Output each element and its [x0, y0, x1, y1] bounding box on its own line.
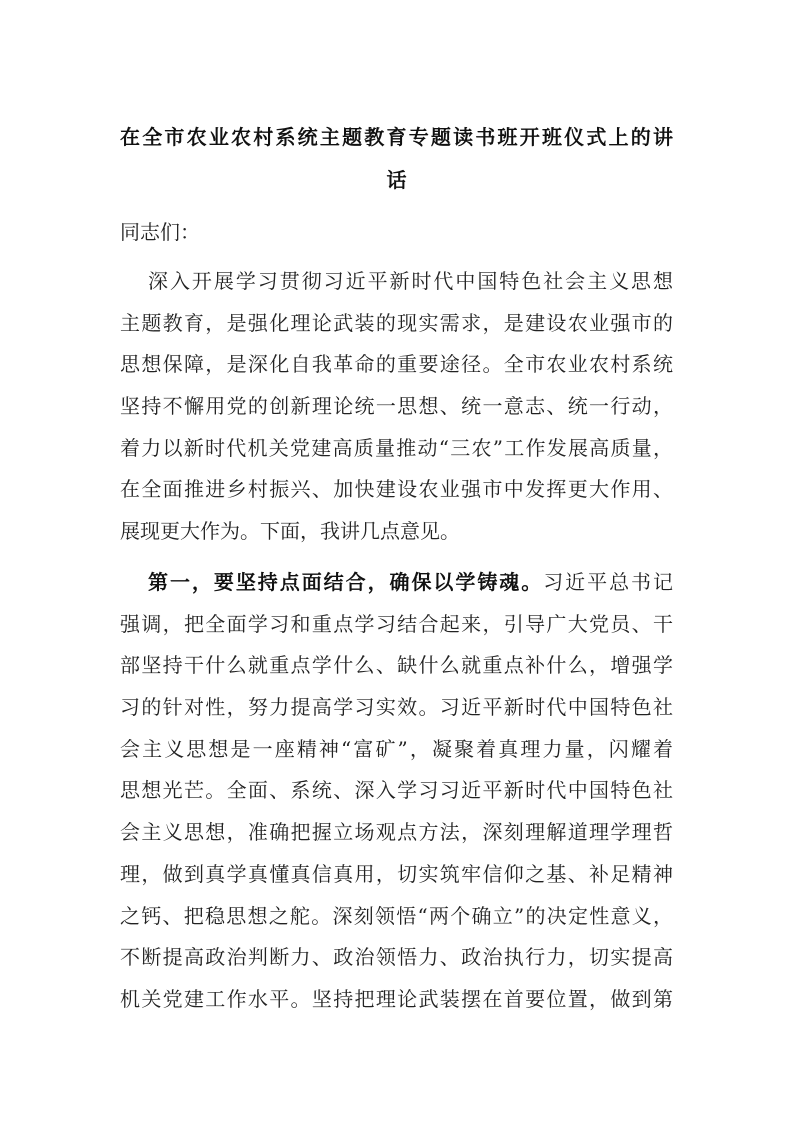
paragraph-line: 主题教育，是强化理论武装的现实需求，是建设农业强市的: [120, 310, 673, 335]
paragraph-line: 着力以新时代机关党建高质量推动“三农”工作发展高质量，: [120, 435, 673, 460]
paragraph-line: 展现更大作为。下面，我讲几点意见。: [120, 519, 460, 544]
paragraph-line: 深入开展学习贯彻习近平新时代中国特色社会主义思想: [148, 269, 673, 293]
paragraph-line: 思想保障，是深化自我革命的重要途径。全市农业农村系统: [120, 352, 673, 377]
document-title-line-2: 话: [386, 168, 407, 192]
document-title-line-1: 在全市农业农村系统主题教育专题读书班开班仪式上的讲: [120, 125, 673, 149]
paragraph-line: 会主义思想，准确把握立场观点方法，深刻理解道理学理哲: [120, 820, 673, 845]
paragraph-line: 机关党建工作水平。坚持把理论武装摆在首要位置，做到第: [120, 986, 673, 1011]
paragraph-line: 不断提高政治判断力、政治领悟力、政治执行力，切实提高: [120, 945, 673, 970]
paragraph-line-rest: 习近平总书记: [543, 570, 674, 594]
paragraph-first-line: [120, 562, 673, 604]
paragraph-first-point: [120, 562, 673, 1021]
paragraph-line: 强调，把全面学习和重点学习结合起来，引导广大党员、干: [120, 611, 673, 636]
paragraph-line: 习的针对性，努力提高学习实效。习近平新时代中国特色社: [120, 695, 673, 720]
paragraph-intro: [120, 261, 673, 553]
paragraph-line: 思想光芒。全面、系统、深入学习习近平新时代中国特色社: [120, 778, 673, 803]
paragraph-line: 会主义思想是一座精神“富矿”，凝聚着真理力量，闪耀着: [120, 736, 673, 761]
paragraph-line: 理，做到真学真懂真信真用，切实筑牢信仰之基、补足精神: [120, 861, 673, 886]
paragraph-line: 在全面推进乡村振兴、加快建设农业强市中发挥更大作用、: [120, 477, 673, 502]
paragraph-line: 坚持不懈用党的创新理论统一思想、统一意志、统一行动，: [120, 394, 673, 419]
paragraph-line: 之钙、把稳思想之舵。深刻领悟“两个确立”的决定性意义，: [120, 903, 673, 928]
section-heading: 第一，要坚持点面结合，确保以学铸魂。: [148, 570, 544, 594]
paragraph-line: 部坚持干什么就重点学什么、缺什么就重点补什么，增强学: [120, 653, 673, 678]
salutation: 同志们：: [120, 220, 200, 244]
